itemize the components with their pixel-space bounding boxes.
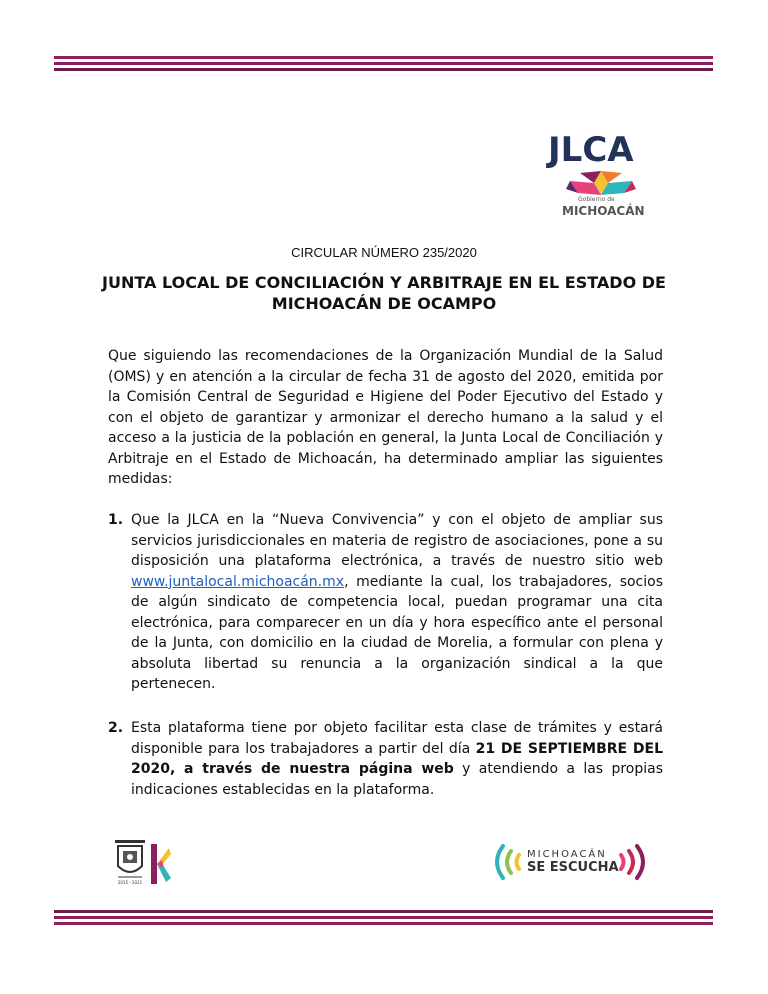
state-seal-icon [113,838,147,886]
list-item-body [131,718,663,800]
document-heading: JUNTA LOCAL DE CONCILIACIÓN Y ARBITRAJE EN EL ESTADO DE MICHOACÁN DE OCAMPO [102,273,666,313]
list-item-1 [108,510,663,695]
item-text-before: Esta plataforma tiene por objeto facilitar esta clase de trámites y estará disponible para los trabajadores a partir del día [131,720,663,757]
bottom-decorative-band [54,910,713,928]
list-item-body [131,510,663,695]
jlca-star-icon [564,169,638,197]
michoacan-se-escucha-logo [489,840,651,884]
item-text-after: , mediante la cual, los trabajadores, socios de algún sindicato de competencia local, puedan programar una cita electrónica, para comparecer en un día y hora específico ante el personal de la Junta, con domicilio en la ciudad de Morelia, a formular con plena y absoluta libertad su renuncia a la organización sindical a la que pertenecen. [131,573,663,692]
list-item-2 [108,718,663,800]
top-decorative-band [54,56,713,74]
item-bold-text: 21 DE SEPTIEMBRE DEL 2020, a través de nuestra página web [131,740,664,777]
circular-number: CIRCULAR NÚMERO 235/2020 [291,245,477,260]
logo-acronym: JLCA [548,130,634,170]
list-item-number: 1. [108,512,124,528]
intro-paragraph: Que siguiendo las recomendaciones de la Organización Mundial de la Salud (OMS) y en atención a la circular de fecha 31 de agosto del 2020, emitida por la Comisión Central de Seguridad e Higiene del Poder Ejecutivo del Estado y con el objeto de garantizar y armonizar el derecho humano a la salud y el acceso a la justicia de la población en general, la Junta Local de Conciliación y Arbitraje en el Estado de Michoacán, ha determinado ampliar las siguientes medidas: [108,348,663,487]
website-link[interactable]: www.juntalocal.michoacán.mx [131,573,345,590]
list-item-number: 2. [108,720,124,736]
logo-gobierno-text: Gobierno de [578,196,615,203]
item-text-after: y atendiendo a las propias indicaciones establecidas en la plataforma. [131,761,663,798]
item-text-before: Que la JLCA en la “Nueva Convivencia” y con el objeto de ampliar sus servicios jurisdiccionales en materia de registro de asociaciones, pone a su disposición una plataforma electrónica, a través de nuestro sitio web [131,512,663,569]
seal-years: 2015 - 2021 [117,880,143,885]
jlca-logo [548,132,654,222]
k-logo-icon [150,842,172,886]
logo-state-text: MICHOACÁN [562,204,645,218]
escucha-line-1: MICHOACÁN [527,849,607,860]
escucha-line-2: SE ESCUCHA [527,860,619,875]
